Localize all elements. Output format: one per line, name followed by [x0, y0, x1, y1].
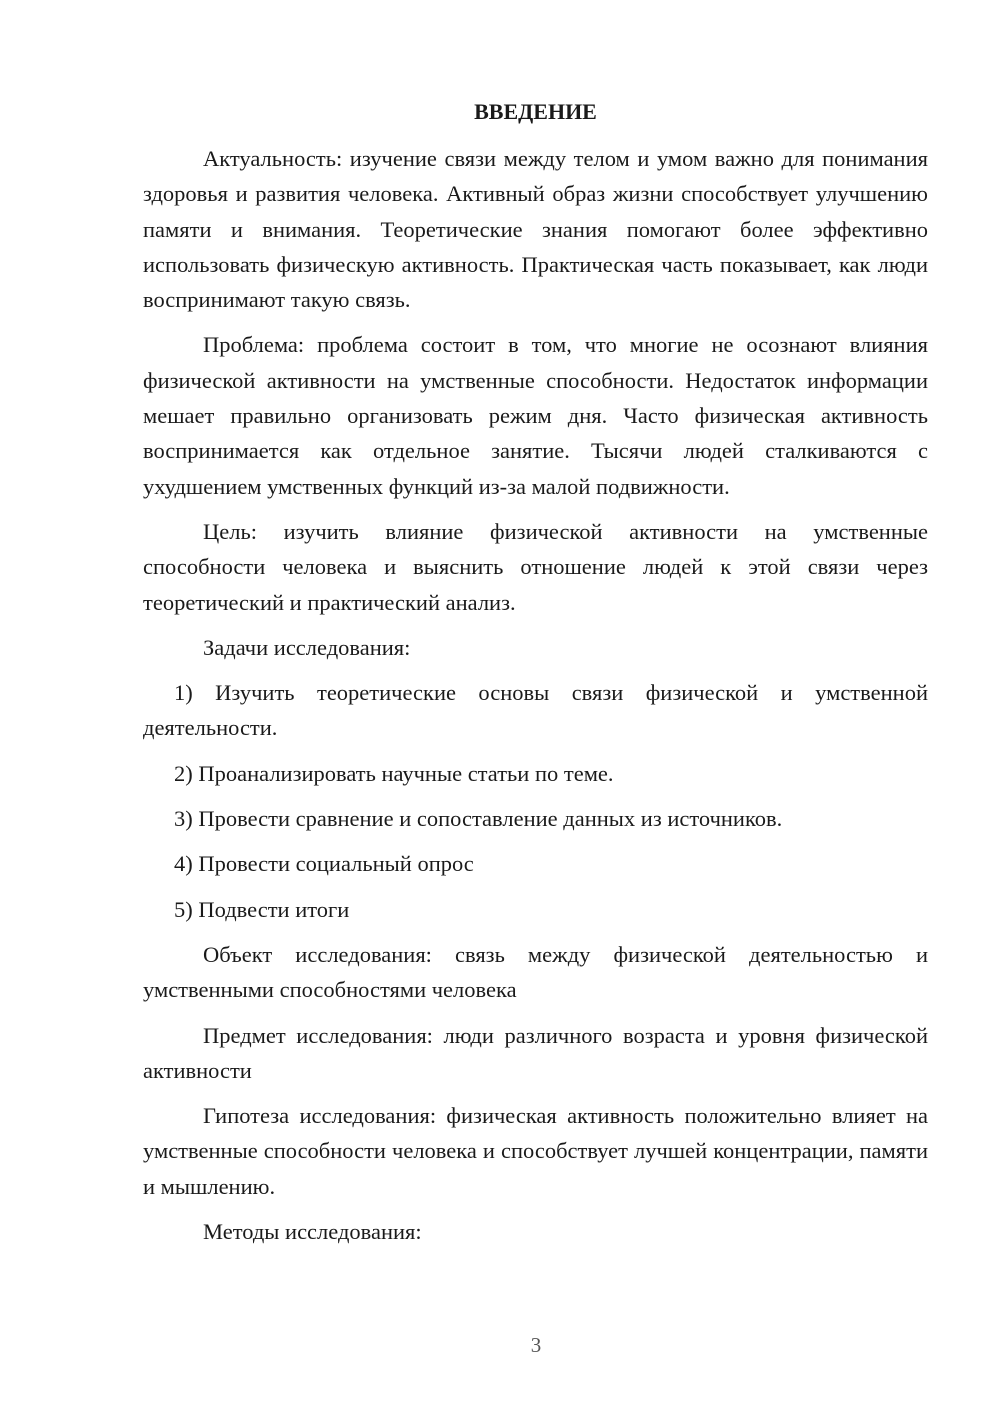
problem-paragraph: Проблема: проблема состоит в том, что многие не осознают влияния физической активности на умственные способности. Недостаток информации мешает правильно организовать режим дня. Часто физическая активность воспринимается как отдельное занятие. Тысячи людей сталкиваются с ухудшением умственных функций из-за малой подвижности.	[143, 332, 928, 499]
methods-heading: Методы исследования:	[203, 1219, 422, 1245]
hypothesis-paragraph: Гипотеза исследования: физическая активность положительно влияет на умственные способности человека и способствует лучшей концентрации, памяти и мышлению.	[143, 1103, 928, 1199]
task-item-2: 2) Проанализировать научные статьи по теме.	[174, 760, 614, 786]
page-title: ВВЕДЕНИЕ	[474, 99, 597, 124]
relevance-paragraph: Актуальность: изучение связи между телом и умом важно для понимания здоровья и развития человека. Активный образ жизни способствует улучшению памяти и внимания. Теоретические знания помогают более эффективно использовать физическую активность. Практическая часть показывает, как люди воспринимают такую связь.	[143, 146, 928, 313]
subject-paragraph: Предмет исследования: люди различного возраста и уровня физической активности	[143, 1022, 928, 1083]
task-item-4: 4) Провести социальный опрос	[174, 851, 474, 877]
tasks-heading: Задачи исследования:	[203, 634, 411, 660]
page-number: 3	[530, 1333, 542, 1357]
task-item-3: 3) Провести сравнение и сопоставление данных из источников.	[174, 806, 783, 832]
goal-paragraph: Цель: изучить влияние физической активности на умственные способности человека и выяснить отношение людей к этой связи через теоретический и практический анализ.	[143, 518, 928, 615]
object-paragraph: Объект исследования: связь между физической деятельностью и умственными способностями человека	[143, 941, 928, 1003]
task-item-5: 5) Подвести итоги	[174, 896, 350, 922]
page-body	[143, 96, 928, 1249]
task-item-1: 1) Изучить теоретические основы связи физической и умственной деятельности.	[143, 680, 928, 741]
